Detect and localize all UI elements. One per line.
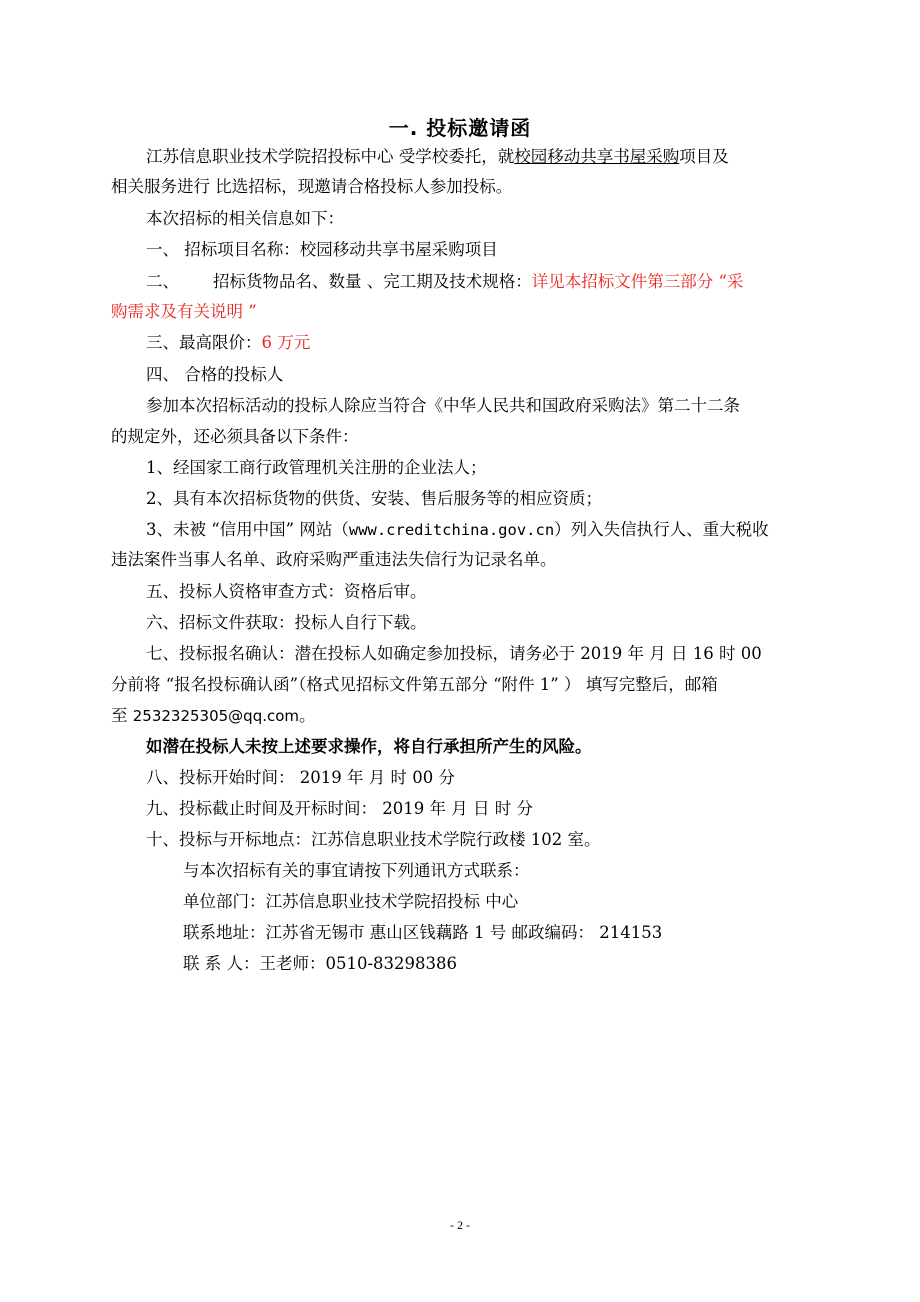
item-4-text-1: 参加本次招标活动的投标人除应当符合《中华人民共和国政府采购法》第二十二条	[146, 396, 740, 415]
item-2-text: 招标货物品名、数量 、完工期及技术规格：	[213, 272, 532, 291]
item-7-line-1: 七、投标报名确认：潜在投标人如确定参加投标，请务必于 2019 年 月 日 16 时 00	[146, 644, 762, 663]
item-2-label: 二、	[146, 272, 179, 291]
item-6: 六、招标文件获取：投标人自行下载。	[146, 613, 427, 632]
item-5: 五、投标人资格审查方式：资格后审。	[146, 582, 427, 601]
item-3-label: 三、最高限价：	[146, 333, 262, 352]
contact-email: 2532325305@qq.com	[132, 707, 300, 725]
condition-3-suffix: ）列入失信执行人、重大税收	[554, 520, 769, 539]
item-7-line-2: 分前将 “报名投标确认函”（格式见招标文件第五部分 “附件 1” ） 填写完整后，邮箱	[111, 675, 718, 694]
condition-3	[146, 518, 769, 542]
intro-line-1	[146, 145, 729, 169]
condition-1: 1、经国家工商行政管理机关注册的企业法人；	[146, 458, 487, 477]
item-3-value: 6 万元	[261, 333, 311, 352]
item-4-text-2: 的规定外，还必须具备以下条件：	[111, 427, 359, 446]
credit-china-url: www.creditchina.gov.cn	[348, 521, 555, 539]
intro-prefix: 江苏信息职业技术学院招投标中心 受学校委托，就	[146, 147, 515, 166]
contact-lead: 与本次招标有关的事宜请按下列通讯方式联系：	[183, 861, 530, 880]
item-4: 四、 合格的投标人	[146, 365, 284, 384]
contact-person: 联 系 人：王老师：0510-83298386	[183, 954, 458, 973]
item-7-prefix: 至	[111, 706, 133, 725]
item-8: 八、投标开始时间： 2019 年 月 时 00 分	[146, 768, 455, 787]
page-number: - 2 -	[450, 1218, 470, 1232]
condition-2: 2、具有本次招标货物的供货、安装、售后服务等的相应资质；	[146, 489, 602, 508]
risk-warning: 如潜在投标人未按上述要求操作，将自行承担所产生的风险。	[146, 737, 592, 756]
intro-line-2: 相关服务进行 比选招标，现邀请合格投标人参加投标。	[111, 177, 513, 196]
item-2	[146, 270, 743, 294]
department: 单位部门：江苏信息职业技术学院招投标 中心	[183, 892, 519, 911]
info-lead: 本次招标的相关信息如下：	[146, 209, 344, 228]
item-7-suffix: 。	[299, 706, 316, 725]
item-10: 十、投标与开标地点：江苏信息职业技术学院行政楼 102 室。	[146, 830, 601, 849]
item-1: 一、 招标项目名称：校园移动共享书屋采购项目	[146, 240, 498, 259]
intro-suffix: 项目及	[679, 147, 729, 166]
project-name: 校园移动共享书屋采购	[514, 147, 680, 166]
address: 联系地址：江苏省无锡市 惠山区钱藕路 1 号 邮政编码： 214153	[183, 923, 663, 942]
condition-3-line-2: 违法案件当事人名单、政府采购严重违法失信行为记录名单。	[111, 550, 557, 569]
item-2-red-2: 购需求及有关说明 ”	[111, 302, 257, 321]
page-title: 一. 投标邀请函	[388, 116, 532, 140]
item-2-red-1: 详见本招标文件第三部分 “采	[531, 272, 744, 291]
item-7-line-3	[111, 704, 316, 728]
condition-3-prefix: 3、未被 “信用中国” 网站（	[146, 520, 349, 539]
item-9: 九、投标截止时间及开标时间： 2019 年 月 日 时 分	[146, 799, 533, 818]
item-3	[146, 331, 310, 355]
